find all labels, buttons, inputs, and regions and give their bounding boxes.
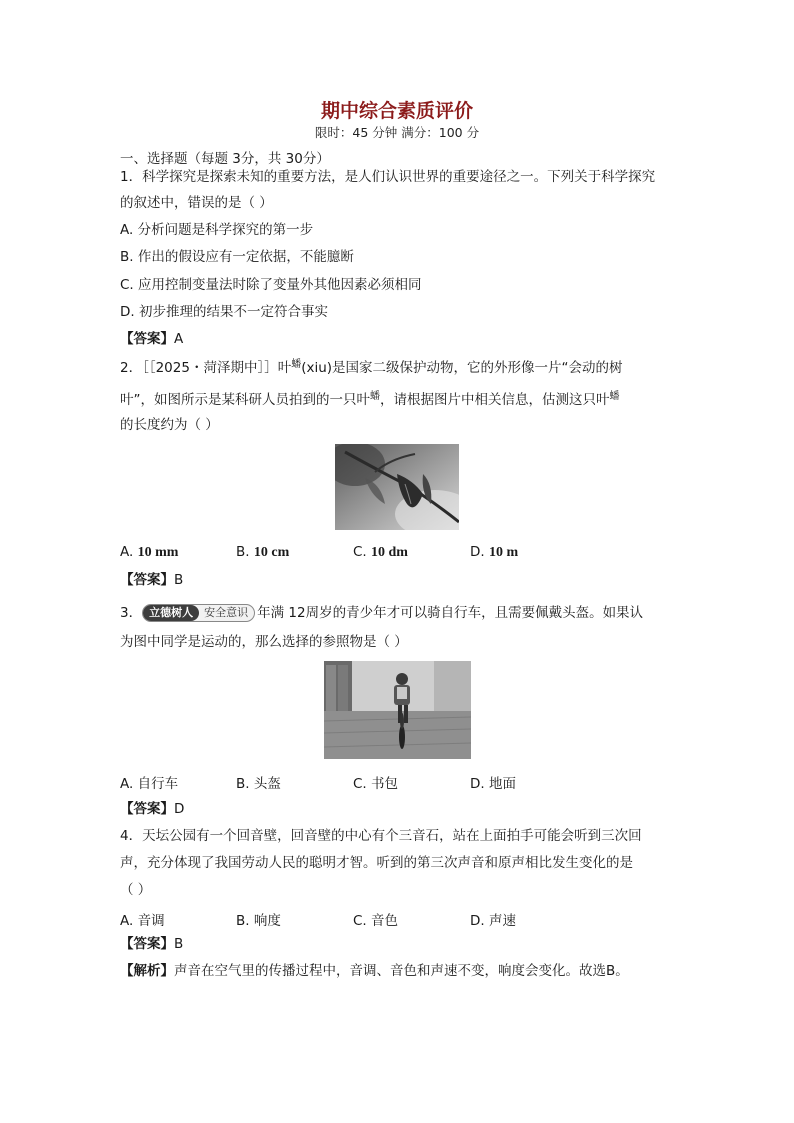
q1-option-a: A. 分析问题是科学探究的第一步 bbox=[120, 222, 314, 238]
answer-value: B bbox=[174, 936, 184, 952]
q4-option-b: B. 响度 bbox=[236, 913, 281, 929]
q3-option-a: A. 自行车 bbox=[120, 776, 179, 792]
q4-stem-line1: 4．天坛公园有一个回音壁，回音壁的中心有个三音石，站在上面拍手可能会听到三次回 bbox=[120, 828, 642, 844]
q4-option-c: C. 音色 bbox=[353, 913, 399, 929]
q2-option-c bbox=[353, 544, 408, 561]
q1-stem-line2: 的叙述中，错误的是（ ） bbox=[120, 195, 273, 211]
q4-option-a: A. 音调 bbox=[120, 913, 165, 929]
cyclist-image bbox=[324, 661, 471, 759]
q2-option-a-value: 10 mm bbox=[137, 545, 179, 560]
q1-option-c: C. 应用控制变量法时除了变量外其他因素必须相同 bbox=[120, 277, 422, 293]
moral-education-badge bbox=[142, 604, 255, 622]
q2-stem-line2 bbox=[120, 388, 680, 409]
q2-option-b bbox=[236, 544, 289, 561]
answer-label: 【答案】 bbox=[120, 331, 174, 347]
q3-option-c: C. 书包 bbox=[353, 776, 399, 792]
answer-value: B bbox=[174, 572, 184, 588]
q2-option-c-value: 10 dm bbox=[371, 545, 408, 560]
q2-line2b: ，请根据图片中相关信息，估测这只叶 bbox=[380, 392, 610, 408]
leaf-insect-image bbox=[335, 444, 459, 530]
q1-stem-line1: 1．科学探究是探索未知的重要方法，是人们认识世界的重要途径之一。下列关于科学探究 bbox=[120, 169, 656, 185]
q2-option-d bbox=[470, 544, 518, 561]
page-subtitle: 限时：45 分钟 满分：100 分 bbox=[314, 125, 480, 140]
q2-option-d-value: 10 m bbox=[488, 545, 519, 560]
answer-label: 【答案】 bbox=[120, 936, 174, 952]
q2-stem-line1 bbox=[120, 356, 680, 377]
q4-option-d: D. 声速 bbox=[470, 913, 516, 929]
q4-stem-line3: （ ） bbox=[120, 882, 152, 898]
q3-line1-text: 年满 12周岁的青少年才可以骑自行车，且需要佩戴头盔。如果认 bbox=[257, 605, 644, 621]
page-title: 期中综合素质评价 bbox=[320, 100, 473, 122]
q3-number: 3． bbox=[120, 605, 143, 621]
badge-primary: 立德树人 bbox=[143, 605, 199, 621]
q1-option-b: B. 作出的假设应有一定依据，不能臆断 bbox=[120, 249, 354, 265]
leaf-insect-photo bbox=[335, 444, 459, 530]
q3-answer bbox=[120, 800, 680, 818]
q2-option-b-letter: B. bbox=[236, 544, 250, 560]
q3-option-b: B. 头盔 bbox=[236, 776, 281, 792]
q2-option-c-letter: C. bbox=[353, 544, 367, 560]
analysis-text: 声音在空气里的传播过程中，音调、音色和声速不变，响度会变化。故选B。 bbox=[174, 963, 629, 979]
q2-line2a: 叶”，如图所示是某科研人员拍到的一只叶 bbox=[120, 392, 370, 408]
q1-answer bbox=[120, 330, 680, 348]
q1-option-d: D. 初步推理的结果不一定符合事实 bbox=[120, 304, 328, 320]
q2-option-d-letter: D. bbox=[470, 544, 485, 560]
answer-value: A bbox=[174, 331, 184, 347]
q2-char: 蟠 bbox=[291, 359, 302, 370]
q4-stem-line2: 声，充分体现了我国劳动人民的聪明才智。听到的第三次声音和原声相比发生变化的是 bbox=[120, 855, 633, 871]
badge-secondary: 安全意识 bbox=[204, 606, 249, 619]
q3-stem-line1 bbox=[120, 604, 680, 622]
q2-option-a-letter: A. bbox=[120, 544, 134, 560]
q2-char-2: 蟠 bbox=[370, 391, 380, 402]
q2-line1b: (xiu)是国家二级保护动物，它的外形像一片“会动的树 bbox=[301, 360, 623, 376]
analysis-label: 【解析】 bbox=[120, 963, 174, 979]
q4-analysis bbox=[120, 962, 680, 980]
q4-options bbox=[120, 909, 680, 927]
q4-answer bbox=[120, 935, 680, 953]
q2-char-3: 蟠 bbox=[609, 391, 620, 402]
answer-label: 【答案】 bbox=[120, 801, 174, 817]
cyclist-photo bbox=[324, 661, 471, 759]
q3-options bbox=[120, 772, 680, 790]
section-heading: 一、选择题（每题 3分，共 30分） bbox=[120, 151, 330, 167]
q2-option-a bbox=[120, 544, 178, 561]
q3-stem-line2: 为图中同学是运动的，那么选择的参照物是（ ） bbox=[120, 634, 408, 650]
q2-options bbox=[120, 544, 680, 562]
q2-answer bbox=[120, 571, 680, 589]
q2-option-b-value: 10 cm bbox=[253, 545, 290, 560]
answer-value: D bbox=[174, 801, 185, 817]
q2-stem-line3: 的长度约为（ ） bbox=[120, 417, 219, 433]
answer-label: 【答案】 bbox=[120, 572, 174, 588]
q2-line1a: 2．［［2025・菏泽期中］］叶 bbox=[120, 360, 292, 376]
q3-option-d: D. 地面 bbox=[470, 776, 516, 792]
